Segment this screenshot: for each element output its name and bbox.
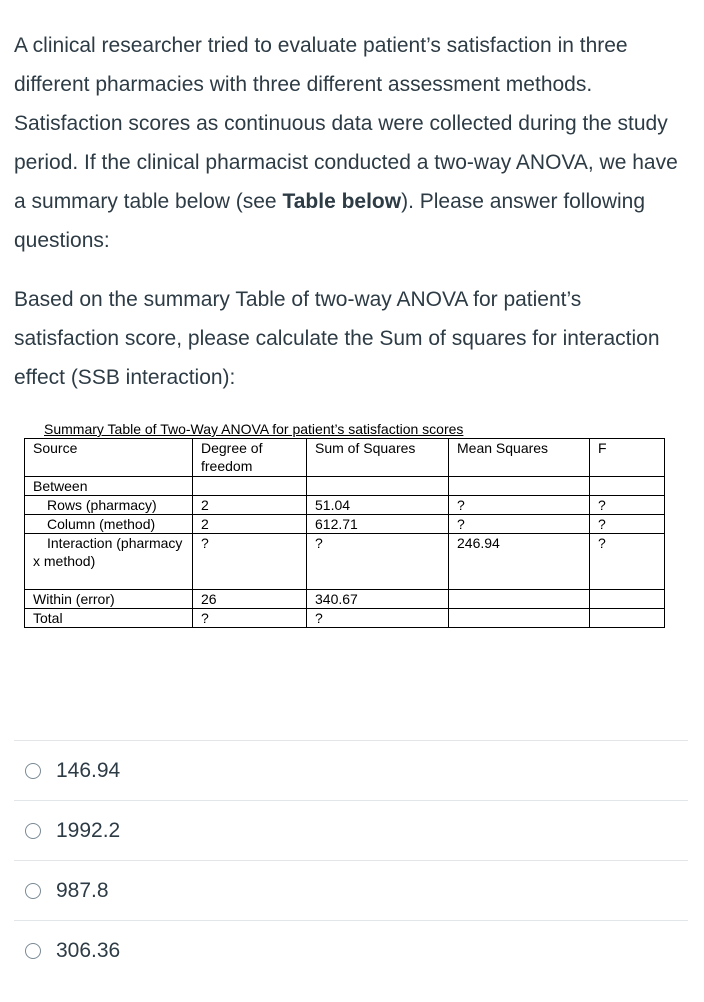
cell-ss: 51.04: [307, 496, 449, 515]
table-row: [25, 590, 665, 609]
answer-option[interactable]: [14, 860, 688, 920]
answer-option-label: 146.94: [56, 758, 121, 782]
cell-source: Column (method): [25, 515, 193, 534]
cell-f: ?: [590, 534, 665, 590]
cell-source: Rows (pharmacy): [25, 496, 193, 515]
cell-f: [590, 609, 665, 628]
cell-ms: ?: [449, 496, 590, 515]
table-row: [25, 515, 665, 534]
question-text: [14, 26, 690, 397]
cell-ms: [449, 609, 590, 628]
cell-ms: [449, 590, 590, 609]
cell-ss: ?: [307, 534, 449, 590]
cell-source-interaction: [25, 534, 193, 590]
header-df: Degree of freedom: [193, 439, 307, 477]
question-bold-reference: Table below: [282, 190, 402, 213]
cell-df: [193, 477, 307, 496]
cell-df: 2: [193, 515, 307, 534]
cell-f: ?: [590, 496, 665, 515]
table-row: [25, 609, 665, 628]
radio-button[interactable]: [25, 883, 41, 899]
question-paragraph-1: [14, 26, 690, 260]
answer-option-label: 1992.2: [56, 818, 121, 842]
cell-ss: 612.71: [307, 515, 449, 534]
question-paragraph-2: Based on the summary Table of two-way ANOVA for patient’s satisfaction score, please calculate the Sum of squares for interaction effect (SSB interaction):: [14, 288, 660, 389]
cell-df: ?: [193, 534, 307, 590]
cell-f: ?: [590, 515, 665, 534]
cell-ms: ?: [449, 515, 590, 534]
cell-source: Total: [25, 609, 193, 628]
cell-f: [590, 590, 665, 609]
question-text-part: A clinical researcher tried to evaluate patient’s satisfaction in three different pharmacies with three different assessment methods. Satisfaction scores as continuous data were collected during the study period. If the clinical pharmacist conducted a two-way ANOVA, we have a summary table below (see: [14, 34, 678, 213]
anova-summary-table: [24, 438, 665, 628]
answer-option[interactable]: [14, 920, 688, 980]
radio-button[interactable]: [25, 763, 41, 779]
cell-ms: 246.94: [449, 534, 590, 590]
answer-option[interactable]: [14, 740, 688, 800]
cell-source: Within (error): [25, 590, 193, 609]
cell-df: ?: [193, 609, 307, 628]
header-source: Source: [25, 439, 193, 477]
cell-df: 26: [193, 590, 307, 609]
cell-source: Between: [25, 477, 193, 496]
cell-ss: [307, 477, 449, 496]
answer-options: [14, 740, 688, 980]
answer-option-label: 306.36: [56, 938, 121, 962]
cell-ss: ?: [307, 609, 449, 628]
cell-f: [590, 477, 665, 496]
radio-button[interactable]: [25, 823, 41, 839]
header-f: F: [590, 439, 665, 477]
answer-option-label: 987.8: [56, 878, 109, 902]
question-text-part: ). Please answer following questions:: [14, 190, 646, 252]
cell-ss: 340.67: [307, 590, 449, 609]
cell-ms: [449, 477, 590, 496]
table-header-row: [25, 439, 665, 477]
table-row: [25, 534, 665, 590]
radio-button[interactable]: [25, 943, 41, 959]
table-row: [25, 477, 665, 496]
header-ss: Sum of Squares: [307, 439, 449, 477]
answer-option[interactable]: [14, 800, 688, 860]
header-ms: Mean Squares: [449, 439, 590, 477]
table-caption: Summary Table of Two-Way ANOVA for patient’s satisfaction scores: [44, 421, 464, 437]
table-row: [25, 496, 665, 515]
cell-source: Interaction (pharmacy x method): [33, 535, 183, 569]
cell-df: 2: [193, 496, 307, 515]
